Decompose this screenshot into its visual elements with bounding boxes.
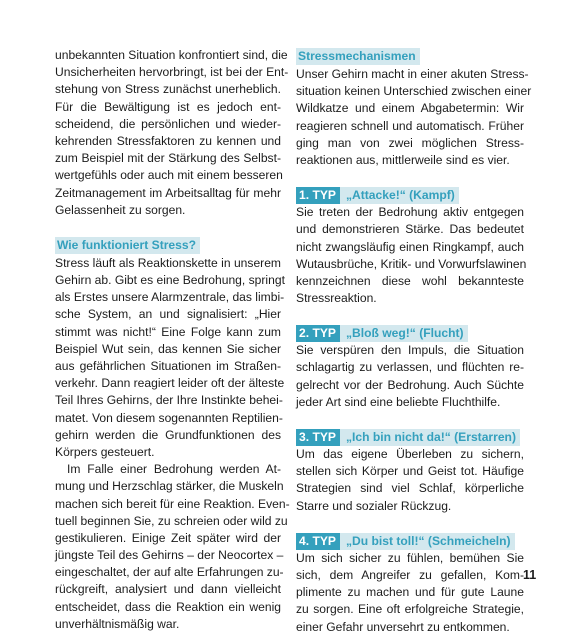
text-line: Sie treten der Bedrohung aktiv entgegen — [296, 205, 524, 220]
type-description-2 — [296, 342, 524, 411]
text-line: Wildkatze und einem Abgabetermin: Wir — [296, 101, 524, 116]
text-line: rückgreift, analysiert und dann vielleicht — [55, 582, 281, 597]
type-title: „Ich bin nicht da!“ (Erstarren) — [340, 429, 520, 446]
text-line: Stressreaktion. — [296, 291, 377, 306]
section-heading-stress-mechanisms: Stressmechanismen — [296, 48, 420, 65]
type-title: „Attacke!“ (Kampf) — [340, 187, 459, 204]
paragraph-intro — [55, 47, 289, 219]
section-heading-how-stress-works: Wie funktioniert Stress? — [55, 237, 200, 254]
text-line: verkehr. Dann reagiert leider oft der älteste — [55, 376, 285, 391]
type-heading-3 — [296, 428, 524, 445]
text-line: Um das eigene Überleben zu sichern, — [296, 447, 524, 461]
text-line: ging man von zwei möglichen Stress- — [296, 135, 524, 150]
type-description-3 — [296, 446, 524, 515]
page-number: 11 — [523, 568, 537, 582]
type-badge: 2. TYP — [296, 325, 340, 342]
text-line: situation keinen Unterschied zwischen einer — [296, 84, 532, 99]
text-line: Für die Bewältigung ist es jedoch ent- — [55, 99, 281, 114]
text-line: reagieren schnell und automatisch. Früher — [296, 118, 524, 133]
text-line: als Erstes unsere Alarmzentrale, das limbi- — [55, 290, 285, 305]
text-line: mung und Herzschlag stärker, die Muskeln — [55, 479, 284, 494]
text-line: Unser Gehirn macht in einer akuten Stress- — [296, 67, 529, 81]
text-line: gehirn werden die Grundfunktionen des — [55, 427, 281, 442]
text-line: gestikulieren. Einige Zeit später wird der — [55, 530, 281, 545]
text-line: unbekannten Situation konfrontiert sind, die — [55, 48, 288, 62]
paragraph-threat-response — [55, 461, 290, 633]
text-line: tuell beginnen Sie, zu schreien oder wild zu — [55, 513, 288, 528]
text-line: matet. Von diesem sogenannten Reptilien- — [55, 410, 283, 425]
paragraph-mechanisms-intro — [296, 66, 532, 169]
text-line: unverhältnismäßig war. — [55, 616, 180, 631]
spacer — [55, 219, 281, 236]
type-title: „Bloß weg!“ (Flucht) — [340, 325, 468, 342]
text-line: Sie verspüren den Impuls, die Situation — [296, 343, 524, 358]
text-line: Strategien sind viel Schlaf, körperliche — [296, 481, 524, 496]
spacer — [296, 169, 524, 186]
text-line: aus gefährlichen Situationen im Straßen- — [55, 359, 281, 373]
text-line: Stress läuft als Reaktionskette in unserem — [55, 255, 281, 270]
text-line: scheidend, die persönlichen und wieder- — [55, 116, 281, 131]
text-line: jüngste Teil des Gehirns – der Neocortex – — [55, 548, 284, 563]
text-line: gelrecht vor der Bedrohung. Auch Süchte — [296, 377, 524, 392]
text-line: reaktionen aus, mittlerweile sind es vier. — [296, 152, 510, 167]
text-line: sche System, an und signalisiert: „Hier — [55, 307, 281, 322]
type-heading-2 — [296, 324, 524, 341]
text-line: Gelassenheit zu sorgen. — [55, 202, 186, 217]
text-line: Um sich sicher zu fühlen, bemühen Sie — [296, 550, 524, 565]
text-line: sich, dem Angreifer zu gefallen, Kom- — [296, 567, 524, 582]
text-line: Beispiel Wut sein, das kennen Sie sicher — [55, 341, 281, 356]
text-line: und demonstrieren Stärke. Das bedeutet — [296, 222, 524, 237]
text-line: plimente zu machen und für gute Laune — [296, 585, 524, 600]
type-description-4 — [296, 550, 524, 636]
type-heading-1 — [296, 186, 524, 203]
type-badge: 1. TYP — [296, 187, 340, 204]
spacer — [296, 307, 524, 324]
type-title: „Du bist toll!“ (Schmeicheln) — [340, 533, 515, 550]
text-line: Unsicherheiten hervorbringt, ist bei der Ent- — [55, 65, 289, 80]
text-line: entscheidet, dass die Reaktion ein wenig — [55, 599, 281, 614]
text-line: Körpers gesteuert. — [55, 444, 155, 459]
text-line: Im Falle einer Bedrohung werden At- — [67, 462, 281, 477]
text-line: Wutausbrüche, Kritik- und Vorwurfslawinen — [296, 256, 527, 271]
text-line: zu sorgen. Eine oft erfolgreiche Strategie, — [296, 602, 524, 617]
text-line: Gehirn ab. Gibt es eine Bedrohung, springt — [55, 273, 285, 288]
spacer — [296, 411, 524, 428]
text-line: nicht zwangsläufig einen Ringkampf, auch — [296, 239, 524, 254]
type-badge: 4. TYP — [296, 533, 340, 550]
type-description-1 — [296, 204, 527, 307]
paragraph-reaction-chain — [55, 255, 285, 461]
text-line: schlagartig zu verlassen, und flüchten re- — [296, 360, 524, 375]
text-line: Starre und sozialer Rückzug. — [296, 498, 452, 513]
text-line: kennzeichnen diese wohl bekannteste — [296, 273, 524, 288]
type-heading-4 — [296, 532, 524, 549]
text-line: stehung von Stress zunächst unerheblich. — [55, 82, 281, 97]
text-line: wertgefühls oder auch mit einem besseren — [55, 168, 283, 183]
text-line: machen sich bereit für eine Reaktion. Even- — [55, 496, 290, 511]
text-line: eingeschaltet, der auf alte Erfahrungen zu- — [55, 565, 284, 580]
text-line: stimmt was nicht!“ Eine Folge kann zum — [55, 324, 281, 339]
text-line: jeder Art sind eine beliebte Fluchthilfe. — [296, 394, 501, 409]
text-line: zum Beispiel mit der Stärkung des Selbst- — [55, 151, 281, 166]
text-line: Zeitmanagement im Arbeitsalltag für mehr — [55, 185, 281, 200]
type-badge: 3. TYP — [296, 429, 340, 446]
text-line: kehrenden Stressfaktoren zu kennen und — [55, 133, 281, 148]
left-column — [55, 47, 290, 633]
text-line: stellen sich Körper und Geist tot. Häufige — [296, 464, 524, 479]
text-line: Teil Ihres Gehirns, der Ihre Instinkte behei- — [55, 393, 283, 408]
text-line: einer Gefahr unversehrt zu entkommen. — [296, 619, 510, 634]
spacer — [296, 515, 524, 532]
